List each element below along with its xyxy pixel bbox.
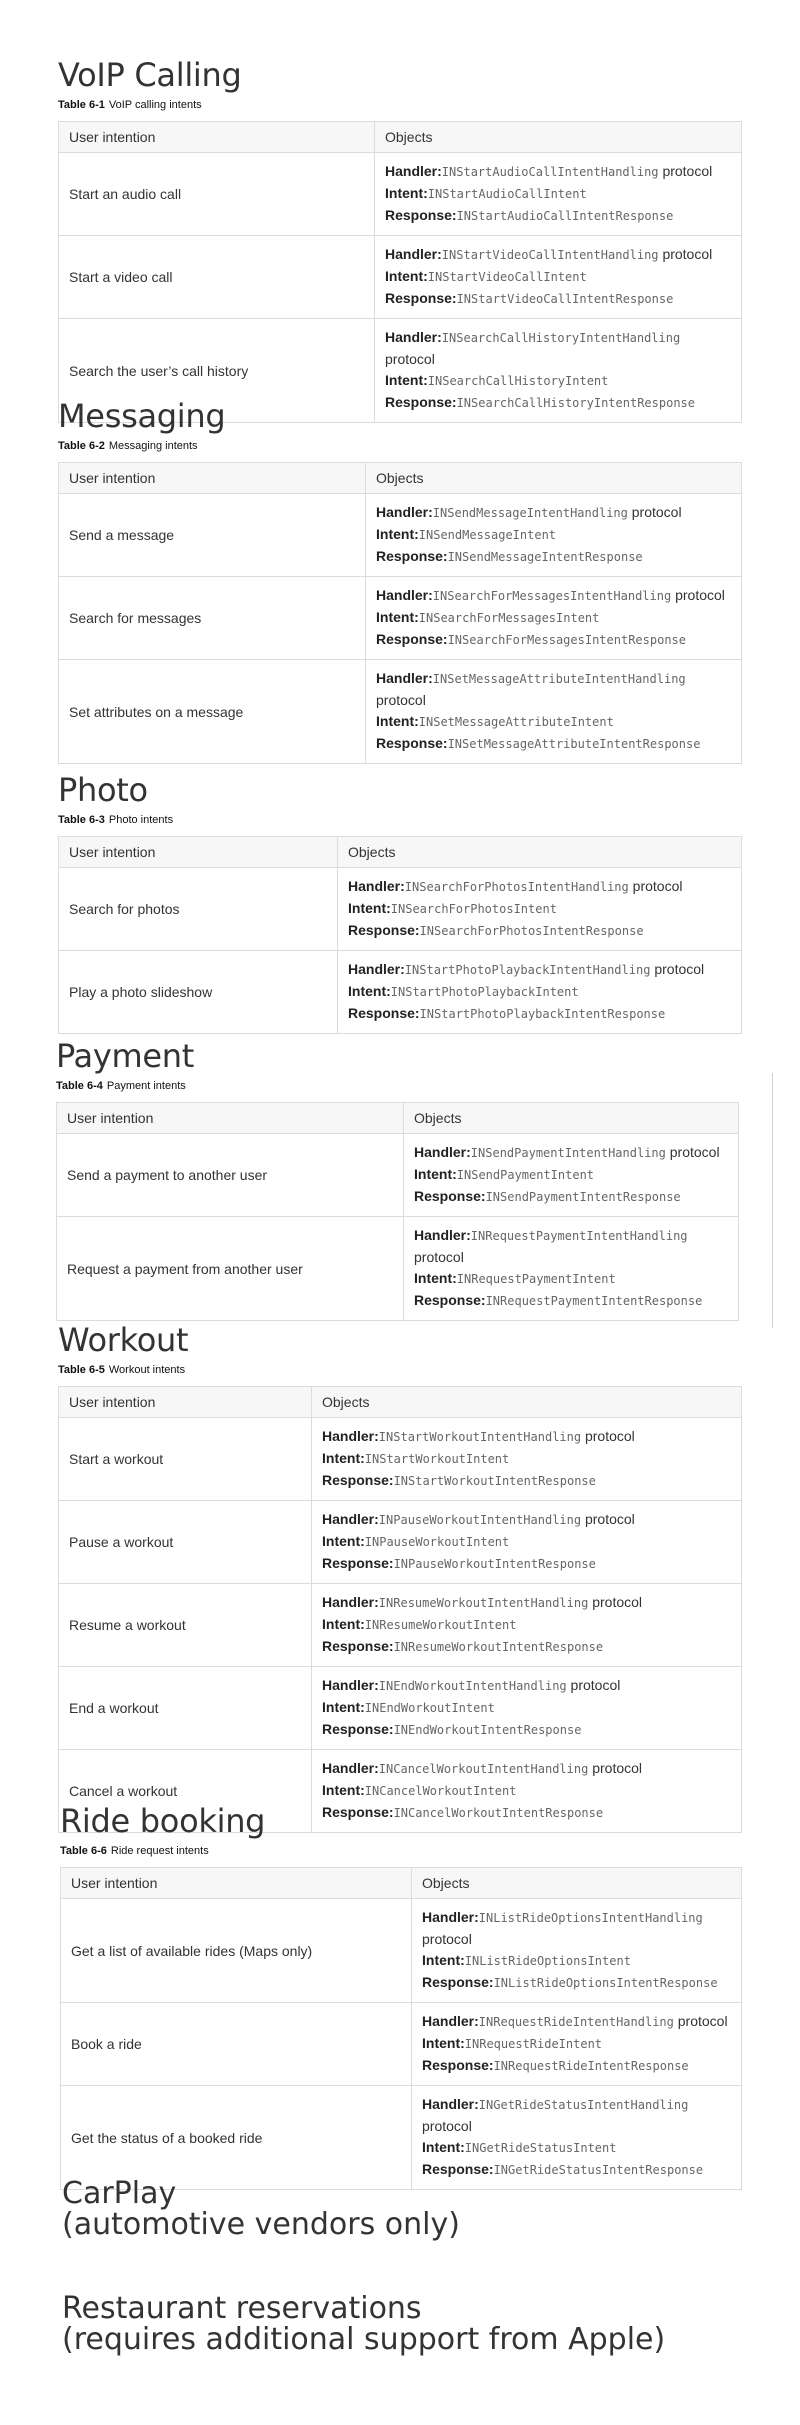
table-header-row bbox=[57, 1103, 739, 1134]
response-line bbox=[422, 1972, 731, 1994]
handler-protocol-name[interactable]: INSendMessageIntentHandling bbox=[432, 506, 628, 520]
handler-label: Handler: bbox=[385, 329, 442, 345]
user-intention-cell: Send a payment to another user bbox=[57, 1134, 404, 1217]
section-title: Ride booking bbox=[60, 1802, 266, 1840]
response-class-name[interactable]: INEndWorkoutIntentResponse bbox=[393, 1723, 582, 1737]
protocol-word: protocol bbox=[414, 1249, 464, 1265]
header-objects: Objects bbox=[412, 1868, 742, 1899]
objects-cell bbox=[412, 1899, 742, 2003]
handler-line bbox=[322, 1758, 731, 1780]
response-class-name[interactable]: INGetRideStatusIntentResponse bbox=[493, 2163, 704, 2177]
intent-line bbox=[376, 607, 731, 629]
protocol-word: protocol bbox=[662, 163, 713, 179]
protocol-word: protocol bbox=[422, 2118, 472, 2134]
intent-line bbox=[322, 1531, 731, 1553]
handler-line bbox=[376, 585, 731, 607]
handler-label: Handler: bbox=[414, 1227, 471, 1243]
intent-class-name[interactable]: INSearchForPhotosIntent bbox=[390, 902, 557, 916]
intent-class-name[interactable]: INStartPhotoPlaybackIntent bbox=[390, 985, 579, 999]
response-class-name[interactable]: INListRideOptionsIntentResponse bbox=[493, 1976, 718, 1990]
section-title: Photo bbox=[58, 771, 148, 809]
response-class-name[interactable]: INSendMessageIntentResponse bbox=[447, 550, 643, 564]
intent-label: Intent: bbox=[422, 2139, 465, 2155]
response-line bbox=[414, 1186, 728, 1208]
handler-label: Handler: bbox=[385, 163, 442, 179]
table-row bbox=[59, 1418, 742, 1501]
protocol-word: protocol bbox=[677, 2013, 728, 2029]
intent-line bbox=[322, 1697, 731, 1719]
response-line bbox=[322, 1470, 731, 1492]
intent-label: Intent: bbox=[422, 2035, 465, 2051]
table-caption-text: Ride request intents bbox=[110, 1845, 209, 1857]
response-class-name[interactable]: INCancelWorkoutIntentResponse bbox=[393, 1806, 604, 1820]
scrollbar-track[interactable] bbox=[772, 1073, 773, 1328]
intent-class-name[interactable]: INResumeWorkoutIntent bbox=[364, 1618, 517, 1632]
response-label: Response: bbox=[376, 548, 448, 564]
section-payment bbox=[56, 1038, 739, 1321]
intent-line bbox=[348, 981, 731, 1003]
table-header-row bbox=[61, 1868, 742, 1899]
response-label: Response: bbox=[322, 1721, 394, 1737]
table-row bbox=[59, 868, 742, 951]
handler-line bbox=[322, 1675, 731, 1697]
table-row bbox=[59, 951, 742, 1034]
response-line bbox=[348, 1003, 731, 1025]
handler-protocol-name[interactable]: INSearchForPhotosIntentHandling bbox=[404, 880, 629, 894]
protocol-word: protocol bbox=[584, 1511, 635, 1527]
response-class-name[interactable]: INStartPhotoPlaybackIntentResponse bbox=[419, 1007, 666, 1021]
table-row bbox=[59, 1584, 742, 1667]
table-caption bbox=[58, 440, 742, 452]
restaurant-heading bbox=[62, 2293, 665, 2355]
objects-cell bbox=[312, 1418, 742, 1501]
handler-label: Handler: bbox=[322, 1511, 379, 1527]
handler-line bbox=[414, 1225, 728, 1268]
response-line bbox=[322, 1636, 731, 1658]
handler-line bbox=[385, 161, 731, 183]
response-line bbox=[385, 288, 731, 310]
protocol-word: protocol bbox=[584, 1428, 635, 1444]
protocol-word: protocol bbox=[376, 692, 426, 708]
header-objects: Objects bbox=[338, 837, 742, 868]
response-label: Response: bbox=[414, 1188, 486, 1204]
header-objects: Objects bbox=[312, 1387, 742, 1418]
intent-label: Intent: bbox=[322, 1699, 365, 1715]
response-class-name[interactable]: INStartWorkoutIntentResponse bbox=[393, 1474, 596, 1488]
protocol-word: protocol bbox=[385, 351, 435, 367]
intent-label: Intent: bbox=[385, 185, 428, 201]
user-intention-cell: Get the status of a booked ride bbox=[61, 2086, 412, 2190]
intent-class-name[interactable]: INGetRideStatusIntent bbox=[464, 2141, 617, 2155]
response-label: Response: bbox=[414, 1292, 486, 1308]
table-caption-number: Table 6-2 bbox=[58, 440, 105, 452]
intent-line bbox=[322, 1614, 731, 1636]
intents-table bbox=[56, 1102, 739, 1321]
response-class-name[interactable]: INSearchCallHistoryIntentResponse bbox=[456, 396, 695, 410]
table-caption-text: Photo intents bbox=[108, 814, 174, 826]
objects-cell bbox=[338, 951, 742, 1034]
intent-class-name[interactable]: INStartAudioCallIntent bbox=[427, 187, 587, 201]
intent-class-name[interactable]: INSendMessageIntent bbox=[418, 528, 557, 542]
response-class-name[interactable]: INStartAudioCallIntentResponse bbox=[456, 209, 674, 223]
table-row bbox=[61, 2086, 742, 2190]
protocol-word: protocol bbox=[632, 878, 683, 894]
user-intention-cell: Start a workout bbox=[59, 1418, 312, 1501]
response-label: Response: bbox=[348, 922, 420, 938]
handler-label: Handler: bbox=[422, 2096, 479, 2112]
intent-class-name[interactable]: INSendPaymentIntent bbox=[456, 1168, 595, 1182]
table-caption bbox=[58, 814, 742, 826]
intent-line bbox=[414, 1268, 728, 1290]
intent-class-name[interactable]: INListRideOptionsIntent bbox=[464, 1954, 631, 1968]
response-label: Response: bbox=[385, 394, 457, 410]
intent-label: Intent: bbox=[376, 609, 419, 625]
intent-label: Intent: bbox=[385, 268, 428, 284]
objects-cell bbox=[338, 868, 742, 951]
table-header-row bbox=[59, 837, 742, 868]
response-label: Response: bbox=[385, 207, 457, 223]
objects-cell bbox=[375, 153, 742, 236]
objects-cell bbox=[366, 494, 742, 577]
section-title: Messaging bbox=[58, 397, 226, 435]
protocol-word: protocol bbox=[422, 1931, 472, 1947]
intent-label: Intent: bbox=[322, 1616, 365, 1632]
user-intention-cell: Play a photo slideshow bbox=[59, 951, 338, 1034]
response-label: Response: bbox=[376, 735, 448, 751]
section-title: Workout bbox=[58, 1321, 189, 1359]
protocol-word: protocol bbox=[570, 1677, 621, 1693]
handler-line bbox=[376, 502, 731, 524]
handler-line bbox=[385, 244, 731, 266]
handler-line bbox=[348, 959, 731, 981]
response-line bbox=[385, 205, 731, 227]
handler-protocol-name[interactable]: INSendPaymentIntentHandling bbox=[470, 1146, 666, 1160]
handler-protocol-name[interactable]: INGetRideStatusIntentHandling bbox=[478, 2098, 689, 2112]
intent-class-name[interactable]: INCancelWorkoutIntent bbox=[364, 1784, 517, 1798]
table-caption-number: Table 6-4 bbox=[56, 1080, 103, 1092]
objects-cell bbox=[312, 1501, 742, 1584]
header-user-intention: User intention bbox=[59, 122, 375, 153]
intent-line bbox=[322, 1780, 731, 1802]
response-class-name[interactable]: INSearchForMessagesIntentResponse bbox=[447, 633, 686, 647]
handler-protocol-name[interactable]: INSearchForMessagesIntentHandling bbox=[432, 589, 672, 603]
table-caption-text: Messaging intents bbox=[108, 440, 198, 452]
intent-label: Intent: bbox=[348, 900, 391, 916]
response-line bbox=[376, 733, 731, 755]
handler-protocol-name[interactable]: INListRideOptionsIntentHandling bbox=[478, 1911, 703, 1925]
intent-line bbox=[376, 524, 731, 546]
objects-cell bbox=[312, 1584, 742, 1667]
intent-class-name[interactable]: INStartVideoCallIntent bbox=[427, 270, 587, 284]
header-user-intention: User intention bbox=[59, 837, 338, 868]
restaurant-title: Restaurant reservations bbox=[62, 2291, 422, 2326]
table-caption-number: Table 6-1 bbox=[58, 99, 105, 111]
handler-protocol-name[interactable]: INStartAudioCallIntentHandling bbox=[441, 165, 659, 179]
objects-cell bbox=[412, 2003, 742, 2086]
handler-label: Handler: bbox=[348, 961, 405, 977]
response-class-name[interactable]: INRequestPaymentIntentResponse bbox=[485, 1294, 703, 1308]
table-row bbox=[61, 2003, 742, 2086]
protocol-word: protocol bbox=[669, 1144, 720, 1160]
intent-label: Intent: bbox=[422, 1952, 465, 1968]
handler-line bbox=[385, 327, 731, 370]
intent-line bbox=[348, 898, 731, 920]
handler-protocol-name[interactable]: INSearchCallHistoryIntentHandling bbox=[441, 331, 681, 345]
user-intention-cell: Cancel a workout bbox=[59, 1750, 312, 1833]
table-caption-number: Table 6-6 bbox=[60, 1845, 107, 1857]
intent-class-name[interactable]: INRequestPaymentIntent bbox=[456, 1272, 616, 1286]
intent-class-name[interactable]: INSearchCallHistoryIntent bbox=[427, 374, 609, 388]
handler-line bbox=[422, 2011, 731, 2033]
response-class-name[interactable]: INSetMessageAttributeIntentResponse bbox=[447, 737, 701, 751]
response-line bbox=[376, 546, 731, 568]
header-user-intention: User intention bbox=[59, 1387, 312, 1418]
protocol-word: protocol bbox=[662, 246, 713, 262]
handler-protocol-name[interactable]: INStartVideoCallIntentHandling bbox=[441, 248, 659, 262]
user-intention-cell: Search for photos bbox=[59, 868, 338, 951]
intents-table bbox=[58, 1386, 742, 1833]
user-intention-cell: Send a message bbox=[59, 494, 366, 577]
user-intention-cell: End a workout bbox=[59, 1667, 312, 1750]
handler-line bbox=[322, 1426, 731, 1448]
table-caption bbox=[56, 1080, 739, 1092]
handler-line bbox=[322, 1509, 731, 1531]
objects-cell bbox=[366, 577, 742, 660]
response-class-name[interactable]: INSearchForPhotosIntentResponse bbox=[419, 924, 644, 938]
intents-table bbox=[60, 1867, 742, 2190]
intent-class-name[interactable]: INSearchForMessagesIntent bbox=[418, 611, 600, 625]
response-label: Response: bbox=[376, 631, 448, 647]
section-ride-booking bbox=[60, 1803, 742, 2190]
header-objects: Objects bbox=[375, 122, 742, 153]
intent-label: Intent: bbox=[376, 713, 419, 729]
header-user-intention: User intention bbox=[61, 1868, 412, 1899]
user-intention-cell: Set attributes on a message bbox=[59, 660, 366, 764]
intents-table bbox=[58, 121, 742, 423]
header-objects: Objects bbox=[366, 463, 742, 494]
handler-protocol-name[interactable]: INEndWorkoutIntentHandling bbox=[378, 1679, 567, 1693]
handler-line bbox=[376, 668, 731, 711]
response-class-name[interactable]: INStartVideoCallIntentResponse bbox=[456, 292, 674, 306]
table-caption-text: Workout intents bbox=[108, 1364, 186, 1376]
response-label: Response: bbox=[322, 1804, 394, 1820]
section-title: VoIP Calling bbox=[58, 56, 242, 94]
table-row bbox=[59, 660, 742, 764]
handler-label: Handler: bbox=[385, 246, 442, 262]
intent-label: Intent: bbox=[414, 1270, 457, 1286]
response-label: Response: bbox=[348, 1005, 420, 1021]
header-user-intention: User intention bbox=[57, 1103, 404, 1134]
objects-cell bbox=[404, 1134, 739, 1217]
response-class-name[interactable]: INSendPaymentIntentResponse bbox=[485, 1190, 681, 1204]
intents-table bbox=[58, 462, 742, 764]
carplay-subtitle: (automotive vendors only) bbox=[62, 2207, 460, 2242]
table-row bbox=[59, 236, 742, 319]
table-header-row bbox=[59, 122, 742, 153]
intent-line bbox=[385, 266, 731, 288]
response-line bbox=[322, 1719, 731, 1741]
section-voip-calling bbox=[58, 57, 742, 423]
response-line bbox=[414, 1290, 728, 1312]
intent-line bbox=[376, 711, 731, 733]
protocol-word: protocol bbox=[675, 587, 725, 603]
protocol-word: protocol bbox=[654, 961, 705, 977]
user-intention-cell: Search the user’s call history bbox=[59, 319, 375, 423]
handler-label: Handler: bbox=[414, 1144, 471, 1160]
intent-label: Intent: bbox=[322, 1450, 365, 1466]
response-line bbox=[348, 920, 731, 942]
table-row bbox=[59, 1501, 742, 1584]
response-label: Response: bbox=[322, 1555, 394, 1571]
section-workout bbox=[58, 1322, 742, 1833]
intent-line bbox=[422, 2137, 731, 2159]
user-intention-cell: Book a ride bbox=[61, 2003, 412, 2086]
intent-label: Intent: bbox=[376, 526, 419, 542]
protocol-word: protocol bbox=[592, 1594, 643, 1610]
intents-table bbox=[58, 836, 742, 1034]
intent-class-name[interactable]: INSetMessageAttributeIntent bbox=[418, 715, 614, 729]
intent-label: Intent: bbox=[414, 1166, 457, 1182]
handler-label: Handler: bbox=[322, 1760, 379, 1776]
handler-label: Handler: bbox=[376, 587, 433, 603]
intent-class-name[interactable]: INPauseWorkoutIntent bbox=[364, 1535, 510, 1549]
carplay-heading bbox=[62, 2178, 460, 2240]
handler-label: Handler: bbox=[376, 504, 433, 520]
response-label: Response: bbox=[422, 2057, 494, 2073]
response-class-name[interactable]: INRequestRideIntentResponse bbox=[493, 2059, 689, 2073]
table-row bbox=[59, 577, 742, 660]
section-title: Payment bbox=[56, 1037, 194, 1075]
response-label: Response: bbox=[322, 1472, 394, 1488]
handler-protocol-name[interactable]: INStartWorkoutIntentHandling bbox=[378, 1430, 582, 1444]
handler-line bbox=[422, 1907, 731, 1950]
user-intention-cell: Resume a workout bbox=[59, 1584, 312, 1667]
user-intention-cell: Start an audio call bbox=[59, 153, 375, 236]
handler-label: Handler: bbox=[422, 1909, 479, 1925]
response-class-name[interactable]: INPauseWorkoutIntentResponse bbox=[393, 1557, 596, 1571]
handler-label: Handler: bbox=[422, 2013, 479, 2029]
table-header-row bbox=[59, 463, 742, 494]
handler-protocol-name[interactable]: INSetMessageAttributeIntentHandling bbox=[432, 672, 686, 686]
response-label: Response: bbox=[422, 2161, 494, 2177]
table-caption-number: Table 6-3 bbox=[58, 814, 105, 826]
user-intention-cell: Pause a workout bbox=[59, 1501, 312, 1584]
handler-line bbox=[322, 1592, 731, 1614]
handler-line bbox=[422, 2094, 731, 2137]
table-row bbox=[59, 1667, 742, 1750]
handler-line bbox=[414, 1142, 728, 1164]
handler-label: Handler: bbox=[322, 1428, 379, 1444]
intent-line bbox=[422, 1950, 731, 1972]
handler-protocol-name[interactable]: INRequestRideIntentHandling bbox=[478, 2015, 674, 2029]
intent-class-name[interactable]: INStartWorkoutIntent bbox=[364, 1452, 510, 1466]
objects-cell bbox=[404, 1217, 739, 1321]
table-row bbox=[61, 1899, 742, 2003]
response-line bbox=[376, 629, 731, 651]
intent-label: Intent: bbox=[322, 1782, 365, 1798]
intent-class-name[interactable]: INRequestRideIntent bbox=[464, 2037, 603, 2051]
objects-cell bbox=[312, 1667, 742, 1750]
user-intention-cell: Get a list of available rides (Maps only) bbox=[61, 1899, 412, 2003]
user-intention-cell: Search for messages bbox=[59, 577, 366, 660]
response-label: Response: bbox=[322, 1638, 394, 1654]
table-row bbox=[59, 153, 742, 236]
objects-cell bbox=[366, 660, 742, 764]
handler-label: Handler: bbox=[322, 1594, 379, 1610]
handler-protocol-name[interactable]: INPauseWorkoutIntentHandling bbox=[378, 1513, 582, 1527]
handler-label: Handler: bbox=[348, 878, 405, 894]
table-row bbox=[57, 1217, 739, 1321]
handler-protocol-name[interactable]: INStartPhotoPlaybackIntentHandling bbox=[404, 963, 651, 977]
section-messaging bbox=[58, 398, 742, 764]
handler-label: Handler: bbox=[322, 1677, 379, 1693]
carplay-title: CarPlay bbox=[62, 2176, 177, 2211]
table-caption bbox=[60, 1845, 742, 1857]
table-header-row bbox=[59, 1387, 742, 1418]
handler-protocol-name[interactable]: INRequestPaymentIntentHandling bbox=[470, 1229, 688, 1243]
intent-line bbox=[322, 1448, 731, 1470]
section-photo bbox=[58, 772, 742, 1034]
intent-label: Intent: bbox=[322, 1533, 365, 1549]
objects-cell bbox=[375, 236, 742, 319]
response-line bbox=[422, 2159, 731, 2181]
user-intention-cell: Start a video call bbox=[59, 236, 375, 319]
header-user-intention: User intention bbox=[59, 463, 366, 494]
user-intention-cell: Request a payment from another user bbox=[57, 1217, 404, 1321]
response-label: Response: bbox=[422, 1974, 494, 1990]
response-line bbox=[422, 2055, 731, 2077]
handler-protocol-name[interactable]: INResumeWorkoutIntentHandling bbox=[378, 1596, 589, 1610]
intent-line bbox=[422, 2033, 731, 2055]
intent-label: Intent: bbox=[385, 372, 428, 388]
intent-line bbox=[385, 183, 731, 205]
protocol-word: protocol bbox=[592, 1760, 643, 1776]
table-row bbox=[59, 494, 742, 577]
table-caption-text: Payment intents bbox=[106, 1080, 186, 1092]
table-caption bbox=[58, 1364, 742, 1376]
table-row bbox=[57, 1134, 739, 1217]
intent-label: Intent: bbox=[348, 983, 391, 999]
table-caption-number: Table 6-5 bbox=[58, 1364, 105, 1376]
objects-cell bbox=[412, 2086, 742, 2190]
intent-line bbox=[385, 370, 731, 392]
handler-label: Handler: bbox=[376, 670, 433, 686]
header-objects: Objects bbox=[404, 1103, 739, 1134]
response-line bbox=[322, 1553, 731, 1575]
handler-protocol-name[interactable]: INCancelWorkoutIntentHandling bbox=[378, 1762, 589, 1776]
intent-line bbox=[414, 1164, 728, 1186]
table-caption bbox=[58, 99, 742, 111]
protocol-word: protocol bbox=[631, 504, 682, 520]
response-label: Response: bbox=[385, 290, 457, 306]
table-caption-text: VoIP calling intents bbox=[108, 99, 202, 111]
intent-class-name[interactable]: INEndWorkoutIntent bbox=[364, 1701, 495, 1715]
response-class-name[interactable]: INResumeWorkoutIntentResponse bbox=[393, 1640, 604, 1654]
restaurant-subtitle: (requires additional support from Apple) bbox=[62, 2322, 666, 2357]
handler-line bbox=[348, 876, 731, 898]
